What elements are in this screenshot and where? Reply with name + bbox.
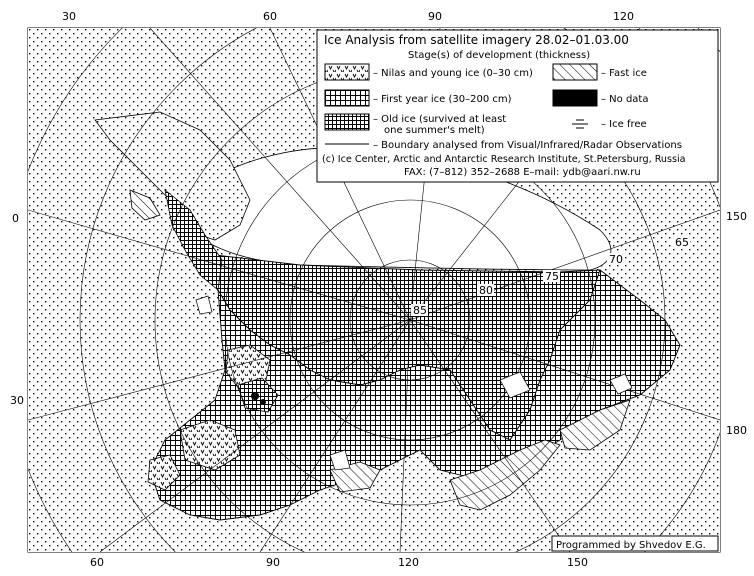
legend-subtitle: Stage(s) of development (thickness) <box>408 50 591 61</box>
no-data-spot <box>260 399 266 405</box>
lat-label-70: 70 <box>609 253 623 266</box>
legend-label-old-2: one summer's melt) <box>384 125 485 136</box>
legend-label-nilas: – Nilas and young ice (0–30 cm) <box>373 68 533 79</box>
legend-label-ice-free: – Ice free <box>601 119 647 130</box>
bottom-label-90: 90 <box>266 556 280 569</box>
lat-label-80: 80 <box>479 284 493 297</box>
credits-line-2: FAX: (7–812) 352–2688 E–mail: ydb@aari.nw.ru <box>404 167 641 178</box>
legend-box <box>317 30 718 182</box>
top-label-60: 60 <box>263 10 277 23</box>
legend-label-fast: – Fast ice <box>601 68 647 79</box>
right-label-180: 180 <box>726 424 747 437</box>
top-label-120: 120 <box>613 10 634 23</box>
legend-label-old-1: – Old ice (survived at least <box>373 114 507 125</box>
legend-swatch-first-year <box>325 90 369 106</box>
legend-label-no-data: – No data <box>601 94 649 105</box>
legend-swatch-no-data <box>553 90 597 106</box>
lat-label-65: 65 <box>675 236 689 249</box>
legend-swatch-nilas <box>325 64 369 80</box>
no-data-spot <box>251 392 259 400</box>
bottom-label-60: 60 <box>90 556 104 569</box>
legend-swatch-fast <box>553 64 597 80</box>
left-label-0: 0 <box>12 212 19 225</box>
legend-label-boundary: – Boundary analysed from Visual/Infrared/Radar Observations <box>373 140 682 151</box>
lat-label-75: 75 <box>545 270 559 283</box>
legend-title: Ice Analysis from satellite imagery 28.02–01.03.00 <box>324 33 629 47</box>
right-label-150: 150 <box>726 210 747 223</box>
legend-label-first-year: – First year ice (30–200 cm) <box>373 94 512 105</box>
bottom-label-150: 150 <box>567 556 588 569</box>
left-label-30: 30 <box>10 394 24 407</box>
top-label-30: 30 <box>62 10 76 23</box>
credits-line-1: (c) Ice Center, Arctic and Antarctic Research Institute, St.Petersburg, Russia <box>322 154 686 165</box>
lat-label-85: 85 <box>413 304 427 317</box>
legend-swatch-old <box>325 114 369 130</box>
top-label-90: 90 <box>428 10 442 23</box>
bottom-label-120: 120 <box>398 556 419 569</box>
programmed-by: Programmed by Shvedov E.G. <box>556 540 706 551</box>
